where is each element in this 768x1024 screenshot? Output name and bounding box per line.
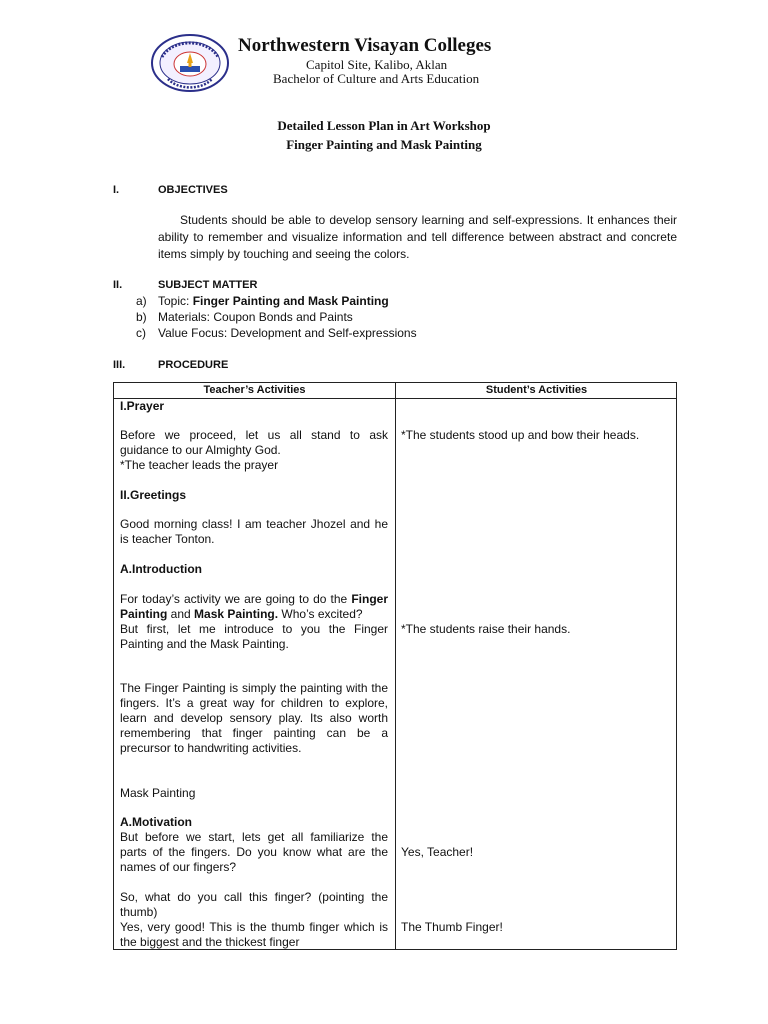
procedure-heading: PROCEDURE [158,359,229,371]
introduction-paragraph-2: But first, let me introduce to you the Finger Painting and the Mask Painting. [120,622,388,651]
introduction-paragraph-3: The Finger Painting is simply the painting with the fingers. It’s a great way for children to explore, learn and develop sensory play. Its also worth remembering that finger painting can be a precursor to handwriting activities. [120,681,388,755]
value-focus-text: Value Focus: Development and Self-expressions [158,326,417,340]
table-header-row [114,383,676,399]
student-thumb-response: The Thumb Finger! [401,920,503,934]
student-prayer-response: *The students stood up and bow their heads. [401,428,640,442]
teacher-activities-header: Teacher’s Activities [203,384,306,396]
list-marker: c) [136,326,146,340]
lesson-plan-title: Detailed Lesson Plan in Art Workshop [277,118,491,133]
finger-question: So, what do you call this finger? (pointing the thumb) [120,890,388,919]
subject-matter-heading: SUBJECT MATTER [158,279,258,291]
school-program: Bachelor of Culture and Arts Education [273,71,480,86]
student-activities-header: Student’s Activities [485,384,588,396]
introduction-heading: A.Introduction [120,562,202,576]
list-marker: b) [136,310,147,324]
objectives-heading: OBJECTIVES [158,184,228,196]
materials-text: Materials: Coupon Bonds and Paints [158,310,353,324]
topic-prefix: Topic: [158,294,193,308]
motivation-text: But before we start, lets get all familiarize the parts of the fingers. Do you know what are the names of our fingers? [120,830,388,874]
student-raise-hands: *The students raise their hands. [401,622,571,636]
objectives-text: Students should be able to develop sensory learning and self-expressions. It enhances their ability to remember and visualize information and tell difference between abstract and concrete items simply by touching and seeing the colors. [158,213,677,261]
procedure-number: III. [113,359,126,371]
objectives-number: I. [113,184,120,196]
prayer-heading: I.Prayer [120,399,165,413]
school-name: Northwestern Visayan Colleges [238,35,492,56]
mask-painting-label: Mask Painting [120,786,196,800]
greetings-heading: II.Greetings [120,488,187,502]
column-divider [395,383,396,949]
motivation-heading: A.Motivation [120,815,192,829]
topic-value: Finger Painting and Mask Painting [192,294,389,308]
finger-answer: Yes, very good! This is the thumb finger which is the biggest and the thickest finger [120,920,388,949]
college-seal-logo [150,33,230,93]
prayer-note: *The teacher leads the prayer [120,458,279,472]
introduction-paragraph-1: For today’s activity we are going to do the Finger Painting and Mask Painting. Who’s excited? [120,592,388,621]
greetings-text: Good morning class! I am teacher Jhozel and he is teacher Tonton. [120,517,388,546]
student-yes-response: Yes, Teacher! [401,845,474,859]
prayer-text: Before we proceed, let us all stand to ask guidance to our Almighty God. [120,428,388,457]
lesson-plan-subtitle: Finger Painting and Mask Painting [286,137,482,152]
list-marker: a) [136,294,147,308]
subject-matter-number: II. [113,279,123,291]
school-address: Capitol Site, Kalibo, Aklan [306,57,448,72]
